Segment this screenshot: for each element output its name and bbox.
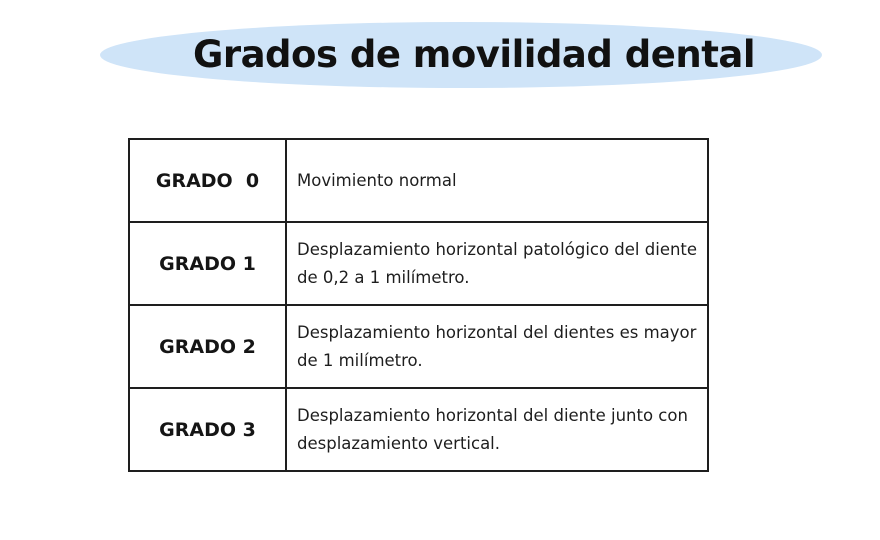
table-row bbox=[129, 139, 708, 222]
grade-label: GRADO 2 bbox=[129, 305, 286, 388]
table-row bbox=[129, 222, 708, 305]
table-row bbox=[129, 305, 708, 388]
grade-label: GRADO 1 bbox=[129, 222, 286, 305]
grade-description: Desplazamiento horizontal patológico del diente de 0,2 a 1 milímetro. bbox=[286, 222, 708, 305]
grade-description: Desplazamiento horizontal del diente junto con desplazamiento vertical. bbox=[286, 388, 708, 471]
grade-description: Desplazamiento horizontal del dientes es mayor de 1 milímetro. bbox=[286, 305, 708, 388]
mobility-grades-table bbox=[128, 138, 709, 472]
table-row bbox=[129, 388, 708, 471]
grade-label: GRADO 0 bbox=[129, 139, 286, 222]
page-title: Grados de movilidad dental bbox=[192, 33, 756, 76]
grade-label: GRADO 3 bbox=[129, 388, 286, 471]
grade-description: Movimiento normal bbox=[286, 139, 708, 222]
